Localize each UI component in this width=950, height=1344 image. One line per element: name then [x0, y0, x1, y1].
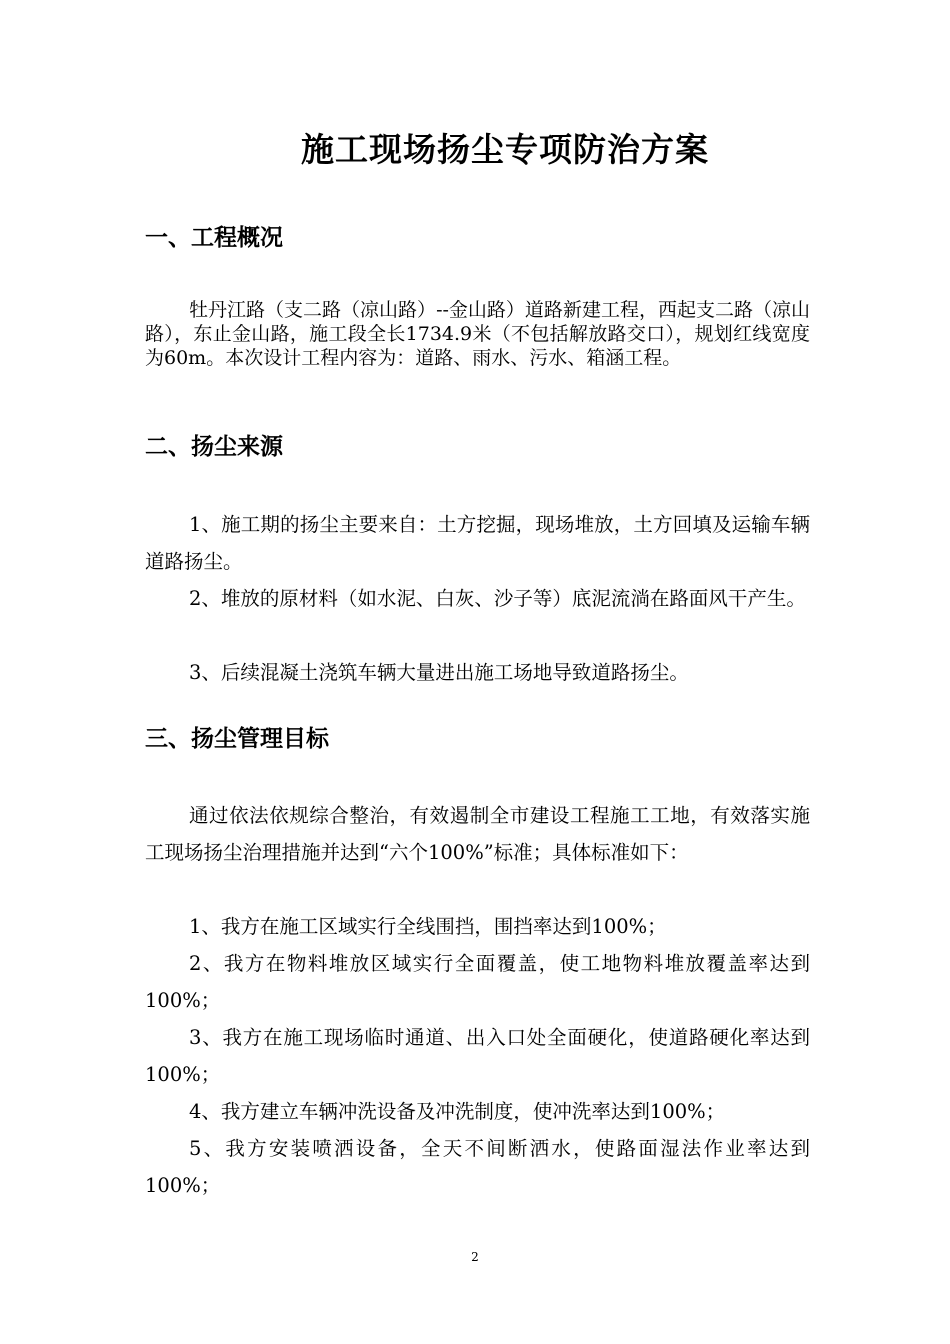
dust-source-item-1: 1、施工期的扬尘主要来自：土方挖掘，现场堆放，土方回填及运输车辆道路扬尘。	[145, 513, 810, 573]
section-heading-management-goals: 三、扬尘管理目标	[145, 725, 329, 752]
goal-item-1: 1、我方在施工区域实行全线围挡，围挡率达到100%；	[189, 915, 667, 938]
goal-item-4: 4、我方建立车辆冲洗设备及冲洗制度，使冲洗率达到100%；	[189, 1100, 726, 1123]
section-heading-overview: 一、工程概况	[145, 224, 283, 251]
dust-source-item-2: 2、堆放的原材料（如水泥、白灰、沙子等）底泥流淌在路面风干产生。	[189, 587, 806, 610]
section-heading-dust-sources: 二、扬尘来源	[145, 433, 283, 460]
document-title: 施工现场扬尘专项防治方案	[301, 130, 709, 169]
goal-item-5: 5、我方安装喷洒设备，全天不间断洒水，使路面湿法作业率达到100%；	[145, 1137, 810, 1197]
goal-item-2: 2、我方在物料堆放区域实行全面覆盖，使工地物料堆放覆盖率达到100%；	[145, 952, 810, 1012]
goals-intro-paragraph: 通过依法依规综合整治，有效遏制全市建设工程施工工地，有效落实施工现场扬尘治理措施并达到“六个100%”标准；具体标准如下：	[145, 804, 810, 864]
overview-paragraph: 牡丹江路（支二路（凉山路）--金山路）道路新建工程，西起支二路（凉山路），东止金山路，施工段全长1734.9米（不包括解放路交口），规划红线宽度为60m。本次设计工程内容为：道路、雨水、污水、箱涵工程。	[145, 299, 810, 369]
dust-source-item-3: 3、后续混凝土浇筑车辆大量进出施工场地导致道路扬尘。	[189, 661, 689, 684]
page-number: 2	[471, 1250, 479, 1264]
goal-item-3: 3、我方在施工现场临时通道、出入口处全面硬化，使道路硬化率达到100%；	[145, 1026, 810, 1086]
